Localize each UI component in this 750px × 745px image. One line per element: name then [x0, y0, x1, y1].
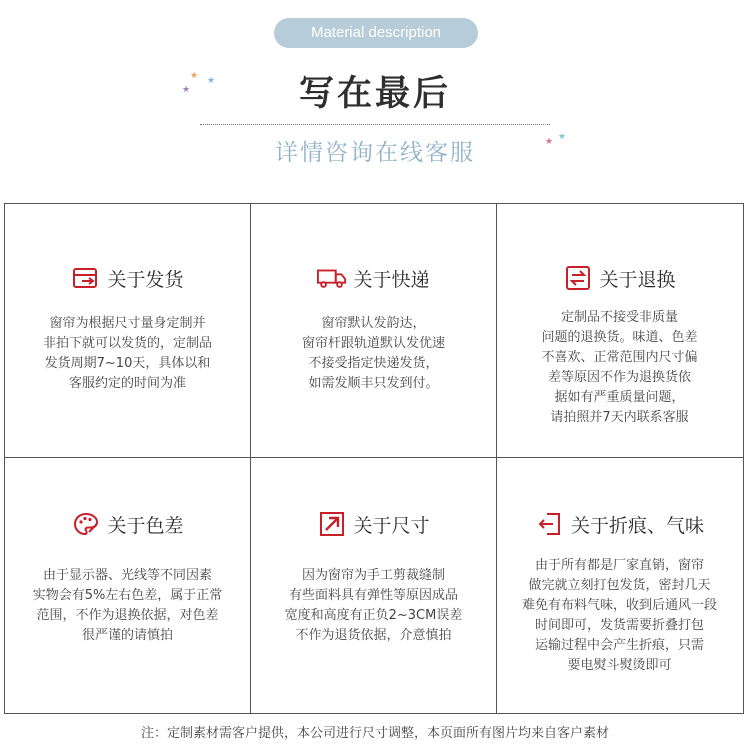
card-description	[251, 314, 496, 394]
card-line: 差等原因不作为退换货依	[547, 370, 691, 385]
page-subtitle: 详情咨询在线客服	[275, 140, 475, 166]
card-line: 据如有严重质量问题，	[554, 390, 685, 405]
card-line: 运输过程中会产生折痕，只需	[534, 638, 704, 653]
card-line: 由于显示器、光线等不同因素	[42, 568, 212, 583]
info-card-color-difference	[5, 458, 250, 646]
star-decoration-icon: ★	[545, 137, 554, 147]
info-card-creases-odor	[497, 458, 742, 676]
card-title: 关于尺寸	[353, 514, 430, 537]
card-description	[497, 556, 742, 676]
card-line: 做完就立刻打包发货，密封几天	[528, 578, 711, 593]
card-description	[5, 314, 250, 394]
card-description	[251, 566, 496, 646]
exit-arrow-icon	[535, 511, 565, 537]
info-card-shipping	[5, 204, 250, 394]
card-line: 范围，不作为退换依据，对色差	[36, 608, 219, 623]
card-title: 关于快递	[353, 268, 430, 291]
card-line: 非拍下就可以发货的，定制品	[42, 336, 212, 351]
card-line: 很严谨的请慎拍	[81, 628, 173, 643]
card-line: 有些面料具有弹性等原因成品	[288, 588, 458, 603]
star-decoration-icon: ★	[558, 132, 567, 142]
card-line: 请拍照并7天内联系客服	[550, 410, 689, 425]
delivery-box-icon	[71, 265, 101, 291]
truck-icon	[317, 265, 347, 291]
exchange-icon	[563, 265, 593, 291]
card-title: 关于折痕、气味	[570, 514, 704, 537]
card-title: 关于色差	[107, 514, 184, 537]
info-grid	[4, 203, 744, 714]
resize-arrow-icon	[317, 511, 347, 537]
info-card-returns	[497, 204, 742, 428]
card-line: 由于所有都是厂家直销，窗帘	[534, 558, 704, 573]
card-line: 宽度和高度有正负2~3CM误差	[284, 608, 463, 623]
palette-icon	[71, 511, 101, 537]
card-line: 客服约定的时间为准	[68, 376, 186, 391]
material-description-pill: Material description	[274, 18, 478, 48]
card-title: 关于退换	[599, 268, 676, 291]
card-line: 实物会有5%左右色差，属于正常	[32, 588, 223, 603]
card-line: 问题的退换货。味道、色差	[541, 330, 698, 345]
star-decoration-icon: ★	[182, 85, 191, 95]
card-line: 不作为退货依据，介意慎拍	[295, 628, 452, 643]
card-title: 关于发货	[107, 268, 184, 291]
card-line: 窗帘为根据尺寸量身定制并	[49, 316, 206, 331]
card-line: 定制品不接受非质量	[560, 310, 678, 325]
card-line: 不喜欢、正常范围内尺寸偏	[541, 350, 698, 365]
card-line: 窗帘杆跟轨道默认发优速	[301, 336, 445, 351]
footer-note: 注：定制素材需客户提供，本公司进行尺寸调整，本页面所有图片均来自客户素材	[140, 726, 609, 741]
card-description	[497, 308, 742, 428]
star-decoration-icon: ★	[190, 71, 199, 81]
page-title: 写在最后	[298, 74, 451, 114]
card-description	[5, 566, 250, 646]
card-line: 如需发顺丰只发到付。	[308, 376, 439, 391]
card-line: 不接受指定快递发货，	[308, 356, 439, 371]
card-line: 时间即可，发货需要折叠打包	[534, 618, 704, 633]
card-line: 要电熨斗熨烫即可	[567, 658, 672, 673]
card-line: 因为窗帘为手工剪裁缝制	[301, 568, 445, 583]
card-line: 窗帘默认发韵达，	[321, 316, 426, 331]
star-decoration-icon: ★	[207, 76, 216, 86]
info-card-size	[251, 458, 496, 646]
card-line: 难免有布料气味，收到后通风一段	[521, 598, 717, 613]
info-card-express	[251, 204, 496, 394]
dotted-divider	[200, 124, 550, 125]
card-line: 发货周期7~10天，具体以和	[44, 356, 211, 371]
